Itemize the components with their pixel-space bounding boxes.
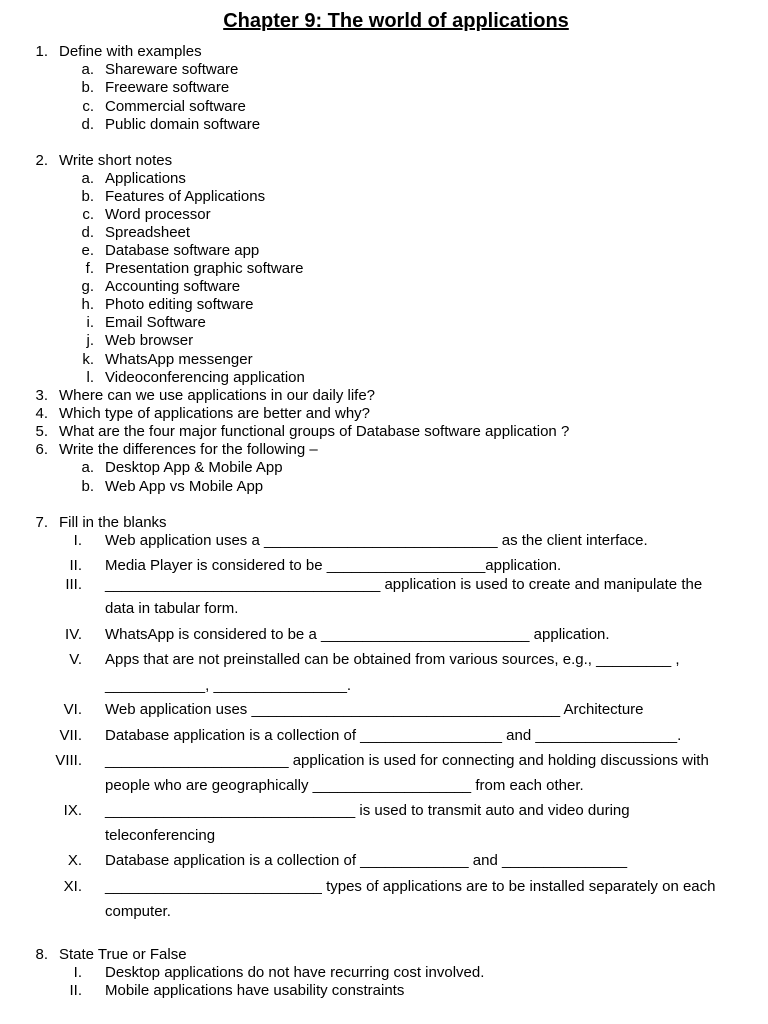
question-number: 8.	[35, 946, 48, 963]
item-roman: II.	[69, 982, 82, 999]
item-text: Desktop applications do not have recurring cost involved.	[105, 964, 485, 981]
question-number: 6.	[35, 441, 48, 458]
item-letter: c.	[82, 206, 94, 223]
item-letter: b.	[81, 188, 94, 205]
item-letter: f.	[85, 260, 94, 277]
question-text: What are the four major functional groups of Database software application ?	[59, 423, 570, 440]
item-text: Public domain software	[105, 116, 261, 133]
item-letter: a.	[81, 170, 94, 187]
item-text: Email Software	[105, 314, 206, 331]
item-text: _________________________________ application is used to create and manipulate the	[105, 576, 703, 593]
item-letter: a.	[81, 459, 94, 476]
item-letter: c.	[82, 98, 94, 115]
item-roman: X.	[67, 852, 82, 869]
item-text: WhatsApp messenger	[105, 351, 253, 368]
item-text: Word processor	[105, 206, 211, 223]
item-continuation: computer.	[105, 903, 171, 920]
item-text: Web application uses _____________________________________ Architecture	[105, 701, 644, 718]
question-number: 3.	[35, 387, 48, 404]
item-letter: d.	[81, 116, 94, 133]
item-roman: IV.	[65, 626, 82, 643]
item-letter: i.	[86, 314, 94, 331]
question-text: Fill in the blanks	[59, 514, 167, 531]
item-roman: VII.	[59, 727, 82, 744]
item-continuation: data in tabular form.	[105, 600, 239, 617]
item-text: Presentation graphic software	[105, 260, 304, 277]
question-number: 5.	[35, 423, 48, 440]
question-text: Write the differences for the following –	[59, 441, 318, 458]
item-text: WhatsApp is considered to be a _________________________ application.	[105, 626, 610, 643]
question-number: 4.	[35, 405, 48, 422]
item-text: Web application uses a ____________________________ as the client interface.	[105, 532, 648, 549]
item-roman: I.	[73, 964, 82, 981]
item-text: Desktop App & Mobile App	[105, 459, 283, 476]
item-letter: h.	[81, 296, 94, 313]
item-roman: VI.	[63, 701, 82, 718]
item-letter: k.	[82, 351, 94, 368]
question-text: Define with examples	[59, 43, 202, 60]
item-text: Database software app	[105, 242, 260, 259]
item-text: Database application is a collection of _________________ and _________________.	[105, 727, 682, 744]
item-roman: IX.	[63, 802, 82, 819]
question-text: Write short notes	[59, 152, 173, 169]
item-letter: b.	[81, 478, 94, 495]
item-roman: I.	[73, 532, 82, 549]
question-number: 1.	[35, 43, 48, 60]
item-text: Media Player is considered to be ___________________application.	[105, 557, 562, 574]
item-text: Spreadsheet	[105, 224, 191, 241]
item-text: Videoconferencing application	[105, 369, 305, 386]
question-number: 7.	[35, 514, 48, 531]
item-letter: d.	[81, 224, 94, 241]
item-letter: g.	[81, 278, 94, 295]
item-continuation: ____________, ________________.	[105, 677, 352, 694]
item-letter: b.	[81, 79, 94, 96]
item-text: Web browser	[105, 332, 194, 349]
item-text: Features of Applications	[105, 188, 266, 205]
item-letter: a.	[81, 61, 94, 78]
question-number: 2.	[35, 152, 48, 169]
item-roman: V.	[69, 651, 82, 668]
item-text: Photo editing software	[105, 296, 254, 313]
item-text: Accounting software	[105, 278, 241, 295]
item-text: ______________________ application is used for connecting and holding discussions with	[105, 752, 709, 769]
item-roman: VIII.	[55, 752, 82, 769]
item-text: Commercial software	[105, 98, 246, 115]
item-text: ______________________________ is used to transmit auto and video during	[105, 802, 630, 819]
item-text: Shareware software	[105, 61, 239, 78]
item-text: Web App vs Mobile App	[105, 478, 264, 495]
item-roman: II.	[69, 557, 82, 574]
item-text: Apps that are not preinstalled can be obtained from various sources, e.g., _________ ,	[105, 651, 680, 668]
item-letter: j.	[86, 332, 94, 349]
item-text: Freeware software	[105, 79, 230, 96]
question-text: State True or False	[59, 946, 187, 963]
item-text: __________________________ types of applications are to be installed separately on each	[105, 878, 716, 895]
item-letter: l.	[86, 369, 94, 386]
item-roman: XI.	[63, 878, 82, 895]
item-roman: III.	[65, 576, 82, 593]
item-continuation: people who are geographically ___________________ from each other.	[105, 777, 584, 794]
question-text: Which type of applications are better and why?	[59, 405, 371, 422]
page-title: Chapter 9: The world of applications	[223, 10, 569, 32]
item-continuation: teleconferencing	[105, 827, 216, 844]
item-text: Database application is a collection of _____________ and _______________	[105, 852, 628, 869]
question-text: Where can we use applications in our daily life?	[59, 387, 376, 404]
item-text: Mobile applications have usability constraints	[105, 982, 405, 999]
item-text: Applications	[105, 170, 186, 187]
item-letter: e.	[81, 242, 94, 259]
